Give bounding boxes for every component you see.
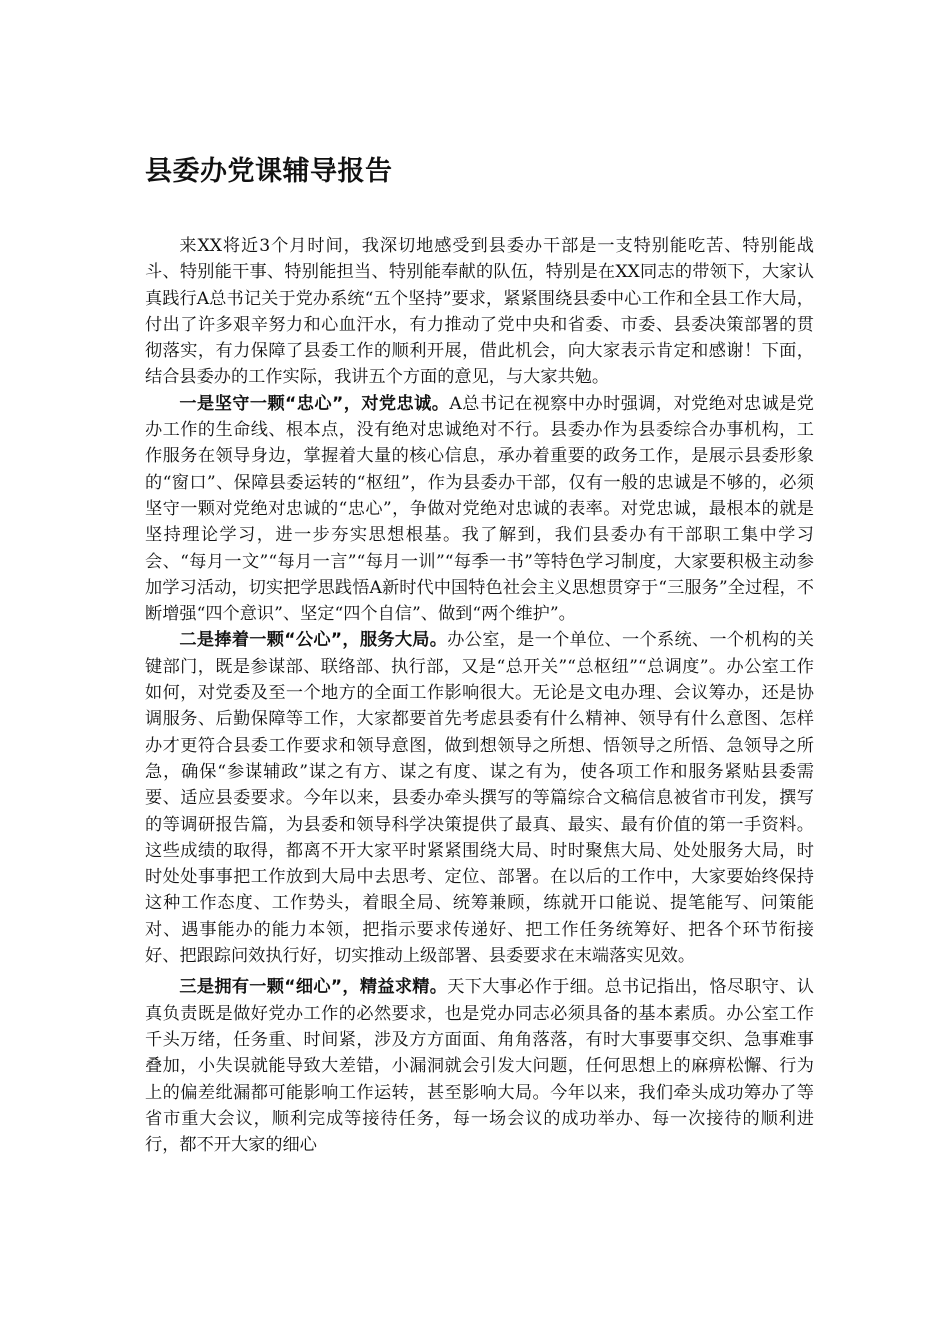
paragraph-point-2	[145, 627, 814, 969]
paragraph-lead: 一是坚守一颗“忠心”，对党忠诚。	[179, 393, 450, 414]
paragraph-intro	[145, 233, 814, 391]
document-title: 县委办党课辅导报告	[145, 156, 393, 187]
paragraph-text: 天下大事必作于细。总书记指出，恪尽职守、认真负责既是做好党办工作的必然要求，也是党办同志必须具备的基本素质。办公室工作千头万绪，任务重、时间紧，涉及方方面面、角角落落，有时大事要事交织、急事难事叠加，小失误就能导致大差错，小漏洞就会引发大问题，任何思想上的麻痹松懈、行为上的偏差纰漏都可能影响工作运转，甚至影响大局。今年以来，我们牵头成功筹办了等省市重大会议，顺利完成等接待任务，每一场会议的成功举办、每一次接待的顺利进行，都不开大家的细心	[145, 977, 814, 1156]
paragraph-point-1	[145, 391, 814, 628]
paragraph-lead: 三是拥有一颗“细心”，精益求精。	[179, 977, 448, 998]
paragraph-lead: 二是捧着一颗“公心”，服务大局。	[179, 630, 448, 651]
paragraph-text: 来XX将近3个月时间，我深切地感受到县委办干部是一支特别能吃苦、特别能战斗、特别能干事、特别能担当、特别能奉献的队伍，特别是在XX同志的带领下，大家认真践行A总书记关于党办系统“五个坚持”要求，紧紧围绕县委中心工作和全县工作大局，付出了许多艰辛努力和心血汗水，有力推动了党中央和省委、市委、县委决策部署的贯彻落实，有力保障了县委工作的顺利开展，借此机会，向大家表示肯定和感谢！下面，结合县委办的工作实际，我讲五个方面的意见，与大家共勉。	[145, 236, 814, 388]
document-body	[145, 233, 814, 1158]
paragraph-text: 办公室，是一个单位、一个系统、一个机构的关键部门，既是参谋部、联络部、执行部，又是“总开关”“总枢纽”“总调度”。办公室工作如何，对党委及至一个地方的全面工作影响很大。无论是文电办理、会议筹办，还是协调服务、后勤保障等工作，大家都要首先考虑县委有什么精神、领导有什么意图、怎样办才更符合县委工作要求和领导意图，做到想领导之所想、悟领导之所悟、急领导之所急，确保“参谋辅政”谋之有方、谋之有度、谋之有为，使各项工作和服务紧贴县委需要、适应县委要求。今年以来，县委办牵头撰写的等篇综合文稿信息被省市刊发，撰写的等调研报告篇，为县委和领导科学决策提供了最真、最实、最有价值的第一手资料。这些成绩的取得，都离不开大家平时紧紧围绕大局、时时聚焦大局、处处服务大局，时时处处事事把工作放到大局中去思考、定位、部署。在以后的工作中，大家要始终保持这种工作态度、工作势头，着眼全局、统筹兼顾，练就开口能说、提笔能写、问策能对、遇事能办的能力本领，把指示要求传递好、把工作任务统筹好、把各个环节衔接好、把跟踪问效执行好，切实推动上级部署、县委要求在末端落实见效。	[145, 630, 814, 967]
paragraph-point-3	[145, 974, 814, 1158]
paragraph-text: A总书记在视察中办时强调，对党绝对忠诚是党办工作的生命线、根本点，没有绝对忠诚绝对不行。县委办作为县委综合办事机构，工作服务在领导身边，掌握着大量的核心信息，承办着重要的政务工作，是展示县委形象的“窗口”、保障县委运转的“枢纽”，作为县委办干部，仅有一般的忠诚是不够的，必须坚守一颗对党绝对忠诚的“忠心”，争做对党绝对忠诚的表率。对党忠诚，最根本的就是坚持理论学习，进一步夯实思想根基。我了解到，我们县委办有干部职工集中学习会、“每月一文”“每月一言”“每月一训”“每季一书”等特色学习制度，大家要积极主动参加学习活动，切实把学思践悟A新时代中国特色社会主义思想贯穿于“三服务”全过程，不断增强“四个意识”、坚定“四个自信”、做到“两个维护”。	[145, 393, 814, 625]
